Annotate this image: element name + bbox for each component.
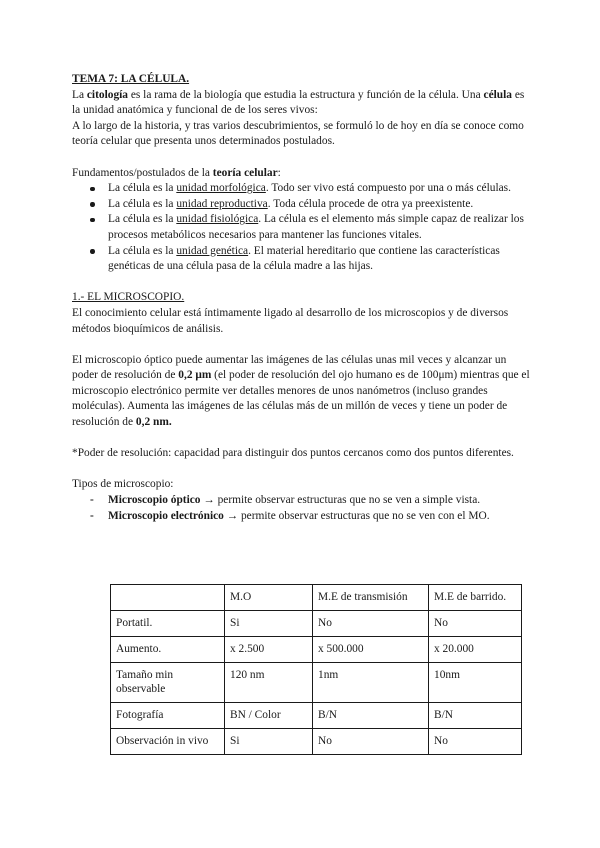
type-name: Microscopio electrónico (108, 509, 224, 522)
postulates-list (72, 181, 532, 275)
table-row (111, 729, 522, 755)
table-cell: Si (225, 611, 313, 637)
table-row (111, 663, 522, 703)
item-term: unidad genética (176, 244, 249, 257)
item-post: . Todo ser vivo está compuesto por una o más células. (265, 182, 511, 195)
list-item (108, 244, 532, 275)
item-pre: La célula es la (108, 182, 177, 195)
table-cell: x 2.500 (225, 637, 313, 663)
table-cell: B/N (429, 703, 522, 729)
list-item (108, 509, 532, 525)
item-post: . El material hereditario que contiene las características genéticas de una célula pasa de la célula madre a las hijas. (108, 244, 500, 273)
table-cell: M.E de transmisión (313, 585, 429, 611)
table-row (111, 637, 522, 663)
table-cell: No (429, 611, 522, 637)
list-item (108, 493, 532, 509)
intro-text: es la rama de la biología que estudia la estructura y función de la célula. Una (128, 88, 484, 101)
theory-lead (72, 166, 532, 182)
list-item (108, 181, 532, 197)
table-cell: x 20.000 (429, 637, 522, 663)
item-term: unidad fisiológica (176, 213, 259, 226)
item-pre: La célula es la (108, 213, 177, 226)
microscope-paragraph-1: El conocimiento celular está íntimamente ligado al desarrollo de los microscopios y de diversos métodos bioquímicos de análisis. (72, 306, 509, 335)
table-cell: No (313, 611, 429, 637)
item-post: . Toda célula procede de otra ya preexistente. (267, 197, 474, 210)
list-item (108, 197, 532, 213)
table-cell: Tamaño min observable (111, 663, 225, 703)
table-cell: M.E de barrido. (429, 585, 522, 611)
table-row (111, 611, 522, 637)
microscope-comparison-table (110, 584, 522, 755)
types-lead: Tipos de microscopio: (72, 478, 174, 491)
table-cell: 120 nm (225, 663, 313, 703)
table-cell: x 500.000 (313, 637, 429, 663)
table-cell (111, 585, 225, 611)
list-item (108, 212, 532, 243)
p2-text: El microscopio óptico puede aumentar las imágenes de las células unas mil veces y alcanzar un poder de resolución de (72, 353, 507, 382)
table-cell: No (313, 729, 429, 755)
intro-paragraph-1 (72, 88, 532, 119)
table-cell: M.O (225, 585, 313, 611)
table-cell: Aumento. (111, 637, 225, 663)
theory-lead-text: Fundamentos/postulados de la (72, 166, 213, 179)
item-pre: La célula es la (108, 244, 177, 257)
document-page (72, 72, 532, 524)
table-cell: BN / Color (225, 703, 313, 729)
table-cell: Portatil. (111, 611, 225, 637)
table-cell: 10nm (429, 663, 522, 703)
table-cell: B/N (313, 703, 429, 729)
table-cell: No (429, 729, 522, 755)
term-teoria-celular: teoría celular (212, 166, 278, 179)
table-header-row (111, 585, 522, 611)
p2-text: (el poder de resolución del ojo humano es de 100μm) mientras que el microscopio electrónico permite ver detalles menores de unos nanómetros (incluso grandes moléculas). Aumenta las imágenes de las células más de un millón de veces y tiene un poder de resolución de (72, 369, 530, 429)
microscope-types-list (72, 493, 532, 524)
intro-text: La (72, 88, 87, 101)
resolution-optical: 0,2 μm (178, 369, 212, 382)
table-row (111, 703, 522, 729)
microscope-paragraph-2 (72, 353, 532, 431)
item-term: unidad reproductiva (176, 197, 268, 210)
item-post: . La célula es el elemento más simple capaz de realizar los procesos metabólicos necesarios para mantener las funciones vitales. (108, 213, 524, 241)
document-title: TEMA 7: LA CÉLULA. (72, 73, 190, 85)
table-cell: 1nm (313, 663, 429, 703)
table-cell: Observación in vivo (111, 729, 225, 755)
type-desc: → permite observar estructuras que no se ven con el MO. (223, 509, 490, 522)
section-heading-microscope: 1.- EL MICROSCOPIO. (72, 291, 185, 304)
type-name: Microscopio óptico (108, 494, 201, 507)
item-pre: La célula es la (108, 197, 177, 210)
table-cell: Si (225, 729, 313, 755)
resolution-note: *Poder de resolución: capacidad para distinguir dos puntos cercanos como dos puntos diferentes. (72, 447, 514, 460)
theory-lead-colon: : (277, 166, 281, 179)
term-citologia: citología (86, 88, 128, 101)
table-cell: Fotografía (111, 703, 225, 729)
term-celula: célula (483, 88, 512, 101)
intro-paragraph-2: A lo largo de la historia, y tras varios descubrimientos, se formuló lo de hoy en día se conoce como teoría celular que presenta unos determinados postulados. (72, 119, 524, 148)
intro-text: es la unidad anatómica y funcional de de los seres vivos: (72, 88, 525, 117)
resolution-electron: 0,2 nm. (135, 416, 172, 429)
item-term: unidad morfológica (176, 182, 266, 195)
type-desc: → permite observar estructuras que no se ven a simple vista. (200, 494, 481, 507)
